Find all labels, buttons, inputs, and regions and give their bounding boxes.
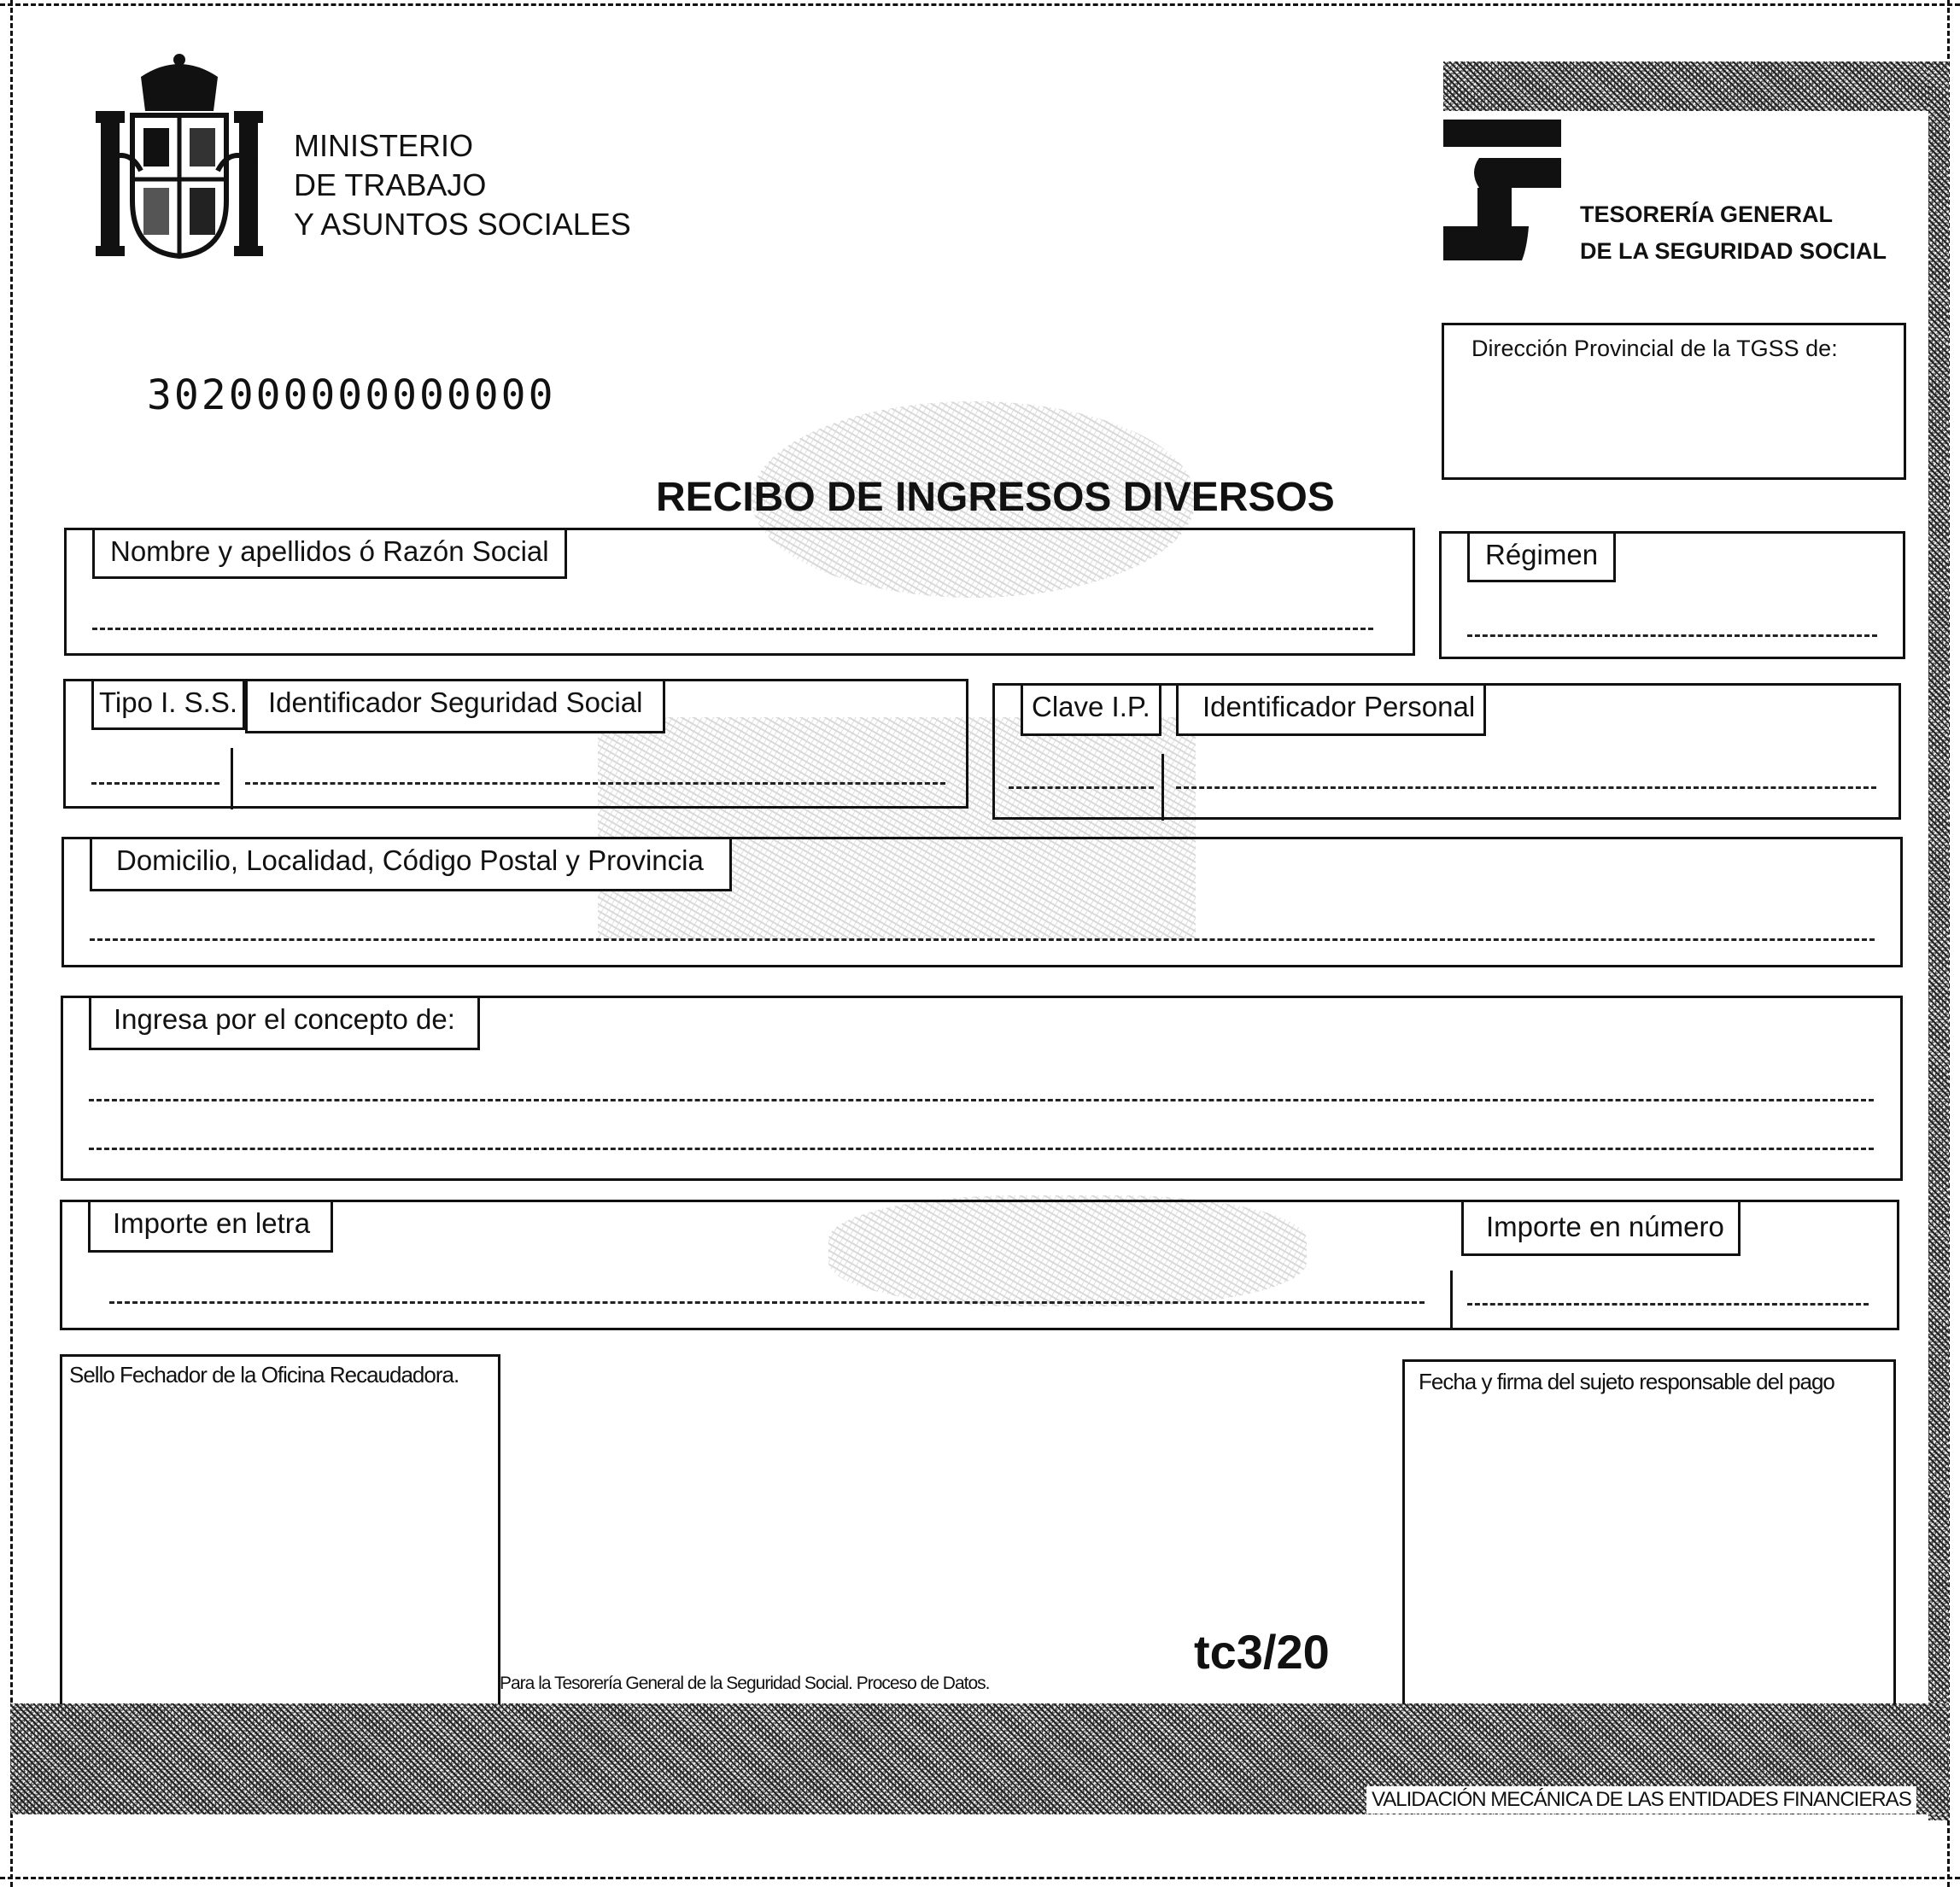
identificador-ss-label: Identificador Seguridad Social	[245, 681, 665, 733]
direccion-provincial-box[interactable]	[1442, 323, 1906, 480]
left-cut-line	[10, 0, 13, 1887]
identificador-personal-label: Identificador Personal	[1176, 686, 1486, 736]
importe-letra-fill-line	[109, 1301, 1425, 1304]
tgss-name	[1580, 196, 1887, 270]
ministry-name	[294, 126, 631, 244]
identificador-ss-fill-line	[245, 782, 945, 785]
clave-ip-label: Clave I.P.	[1021, 686, 1161, 736]
ministry-line-3: Y ASUNTOS SOCIALES	[294, 207, 631, 242]
concepto-label: Ingresa por el concepto de:	[89, 998, 480, 1050]
regimen-label: Régimen	[1467, 534, 1616, 582]
sello-fechador-box[interactable]	[60, 1354, 500, 1704]
proceso-datos-text: Para la Tesorería General de la Seguridad Social. Proceso de Datos.	[500, 1674, 990, 1693]
domicilio-label: Domicilio, Localidad, Código Postal y Provincia	[90, 839, 732, 891]
concepto-box[interactable]	[61, 996, 1903, 1181]
identificador-ss-box[interactable]	[63, 679, 968, 809]
firma-label: Fecha y firma del sujeto responsable del pago	[1419, 1369, 1834, 1394]
tgss-logo-icon	[1443, 120, 1563, 265]
clave-ip-fill-line	[1009, 786, 1154, 789]
nombre-label: Nombre y apellidos ó Razón Social	[92, 530, 567, 579]
concepto-fill-line-2	[89, 1148, 1874, 1150]
importe-box[interactable]	[60, 1200, 1899, 1330]
regimen-fill-line	[1467, 634, 1877, 637]
form-code: tc3/20	[1194, 1625, 1330, 1679]
top-right-noise-band	[1443, 61, 1949, 111]
concepto-fill-line-1	[89, 1099, 1874, 1101]
identificador-personal-box[interactable]	[992, 683, 1901, 820]
fecha-firma-box[interactable]	[1402, 1359, 1896, 1704]
sello-label: Sello Fechador de la Oficina Recaudadora.	[69, 1362, 459, 1388]
tipo-iss-label: Tipo I. S.S.	[91, 681, 245, 730]
coat-of-arms-icon	[94, 51, 265, 265]
top-cut-line	[0, 3, 1960, 6]
identificador-personal-fill-line	[1176, 786, 1876, 789]
ministry-line-2: DE TRABAJO	[294, 167, 487, 202]
ministry-line-1: MINISTERIO	[294, 128, 474, 163]
reference-number: 302000000000000	[147, 371, 556, 419]
tipo-iss-divider	[231, 748, 233, 809]
tipo-iss-fill-line	[91, 782, 219, 785]
direccion-label: Dirección Provincial de la TGSS de:	[1471, 336, 1838, 361]
clave-ip-divider	[1161, 754, 1164, 821]
right-noise-band	[1928, 61, 1949, 1820]
domicilio-fill-line	[90, 938, 1875, 941]
nombre-fill-line	[92, 628, 1373, 630]
tgss-line-2: DE LA SEGURIDAD SOCIAL	[1580, 238, 1887, 264]
nombre-box[interactable]	[64, 528, 1415, 656]
importe-letra-label: Importe en letra	[88, 1202, 333, 1253]
validacion-text: VALIDACIÓN MECÁNICA DE LAS ENTIDADES FINANCIERAS	[1366, 1786, 1916, 1814]
importe-numero-fill-line	[1467, 1303, 1869, 1306]
tgss-line-1: TESORERÍA GENERAL	[1580, 202, 1834, 227]
bottom-cut-line	[0, 1877, 1960, 1879]
regimen-box[interactable]	[1439, 531, 1905, 659]
importe-numero-label: Importe en número	[1461, 1202, 1741, 1256]
importe-divider	[1450, 1271, 1453, 1330]
domicilio-box[interactable]	[61, 837, 1903, 967]
form-title: RECIBO DE INGRESOS DIVERSOS	[656, 475, 1335, 520]
